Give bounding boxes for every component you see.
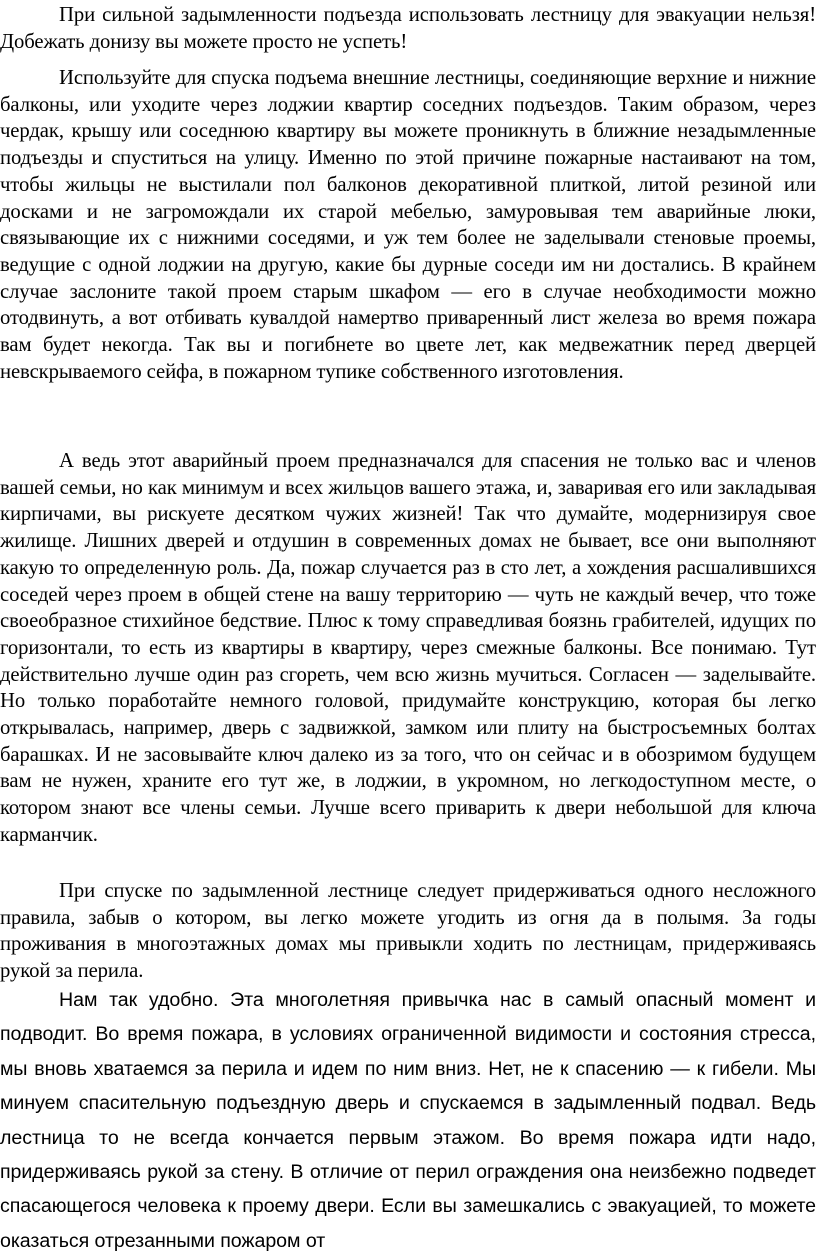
paragraph-wall-not-railing: Нам так удобно. Эта многолетняя привычка нас в самый опасный момент и подводит. Во время пожара, в условиях ограниченной видимости и состояния стресса, мы вновь хватаемся за перила и идем по ним вниз. Нет, не к спасению — к гибели. Мы минуем спасительную подъездную дверь и спускаемся в задымленный подвал. Ведь лестница то не всегда кончается первым этажом. Во время пожара идти надо, придерживаясь рукой за стену. В отличие от перил ограждения она неизбежно подведет спасающегося человека к проему двери. Если вы замешкались с эвакуацией, то можете оказаться отрезанными пожаром от <box>0 989 816 1252</box>
paragraph-smoky-staircase-rule: При спуске по задымленной лестнице следует придерживаться одного несложного правила, забыв о котором, вы легко можете угодить из огня да в полымя. За годы проживания в многоэтажных домах мы привыкли ходить по лестницам, придерживаясь рукой за перила. <box>0 880 816 983</box>
paragraph-external-stairs: Используйте для спуска подъема внешние лестницы, соединяющие верхние и нижние балконы, или уходите через лоджии квартир соседних подъездов. Таким образом, через чердак, крышу или соседнюю квартиру вы можете проникнуть в ближние незадымленные подъезды и спуститься на улицу. Именно по этой причине пожарные настаивают на том, чтобы жильцы не выстилали пол балконов декоративной плиткой, литой резиной или досками и не загромождали их старой мебелью, замуровывая тем аварийные люки, связывающие их с нижними соседями, и уж тем более не заделывали стеновые проемы, ведущие с одной лоджии на другую, какие бы дурные соседи им ни достались. В крайнем случае заслоните такой проем старым шкафом — его в случае необходимости можно отодвинуть, а вот отбивать кувалдой намертво приваренный лист железа во время пожара вам будет некогда. Так вы и погибнете во цвете лет, как медвежатник перед дверцей невскрываемого сейфа, в пожарном тупике собственного изготовления. <box>0 67 816 383</box>
paragraph-emergency-opening: А ведь этот аварийный проем предназначался для спасения не только вас и членов вашей семьи, но как минимум и всех жильцов вашего этажа, и, заваривая его или закладывая кирпичами, вы рискуете десятком чужих жизней! Так что думайте, модернизируя свое жилище. Лишних дверей и отдушин в современных домах не бывает, все они выполняют какую то определенную роль. Да, пожар случается раз в сто лет, а хождения расшалившихся соседей через проем в общей стене на вашу территорию — чуть не каждый вечер, что тоже своеобразное стихийное бедствие. Плюс к тому справедливая боязнь грабителей, идущих по горизонтали, то есть из квартиры в квартиру, через смежные балконы. Все понимаю. Тут действительно лучше один раз сгореть, чем всю жизнь мучиться. Согласен — заделывайте. Но только поработайте немного головой, придумайте конструкцию, которая бы легко открывалась, например, дверь с задвижкой, замком или плиту на быстросъемных болтах барашках. И не засовывайте ключ далеко из за того, что он сейчас и в обозримом будущем вам не нужен, храните его тут же, в лоджии, в укромном, но легкодоступном месте, о котором знают все члены семьи. Лучше всего приварить к двери небольшой для ключа карманчик. <box>0 450 816 846</box>
paragraph-evacuation-warning: При сильной задымленности подъезда использовать лестницу для эвакуации нельзя! Добежать донизу вы можете просто не успеть! <box>0 4 816 53</box>
